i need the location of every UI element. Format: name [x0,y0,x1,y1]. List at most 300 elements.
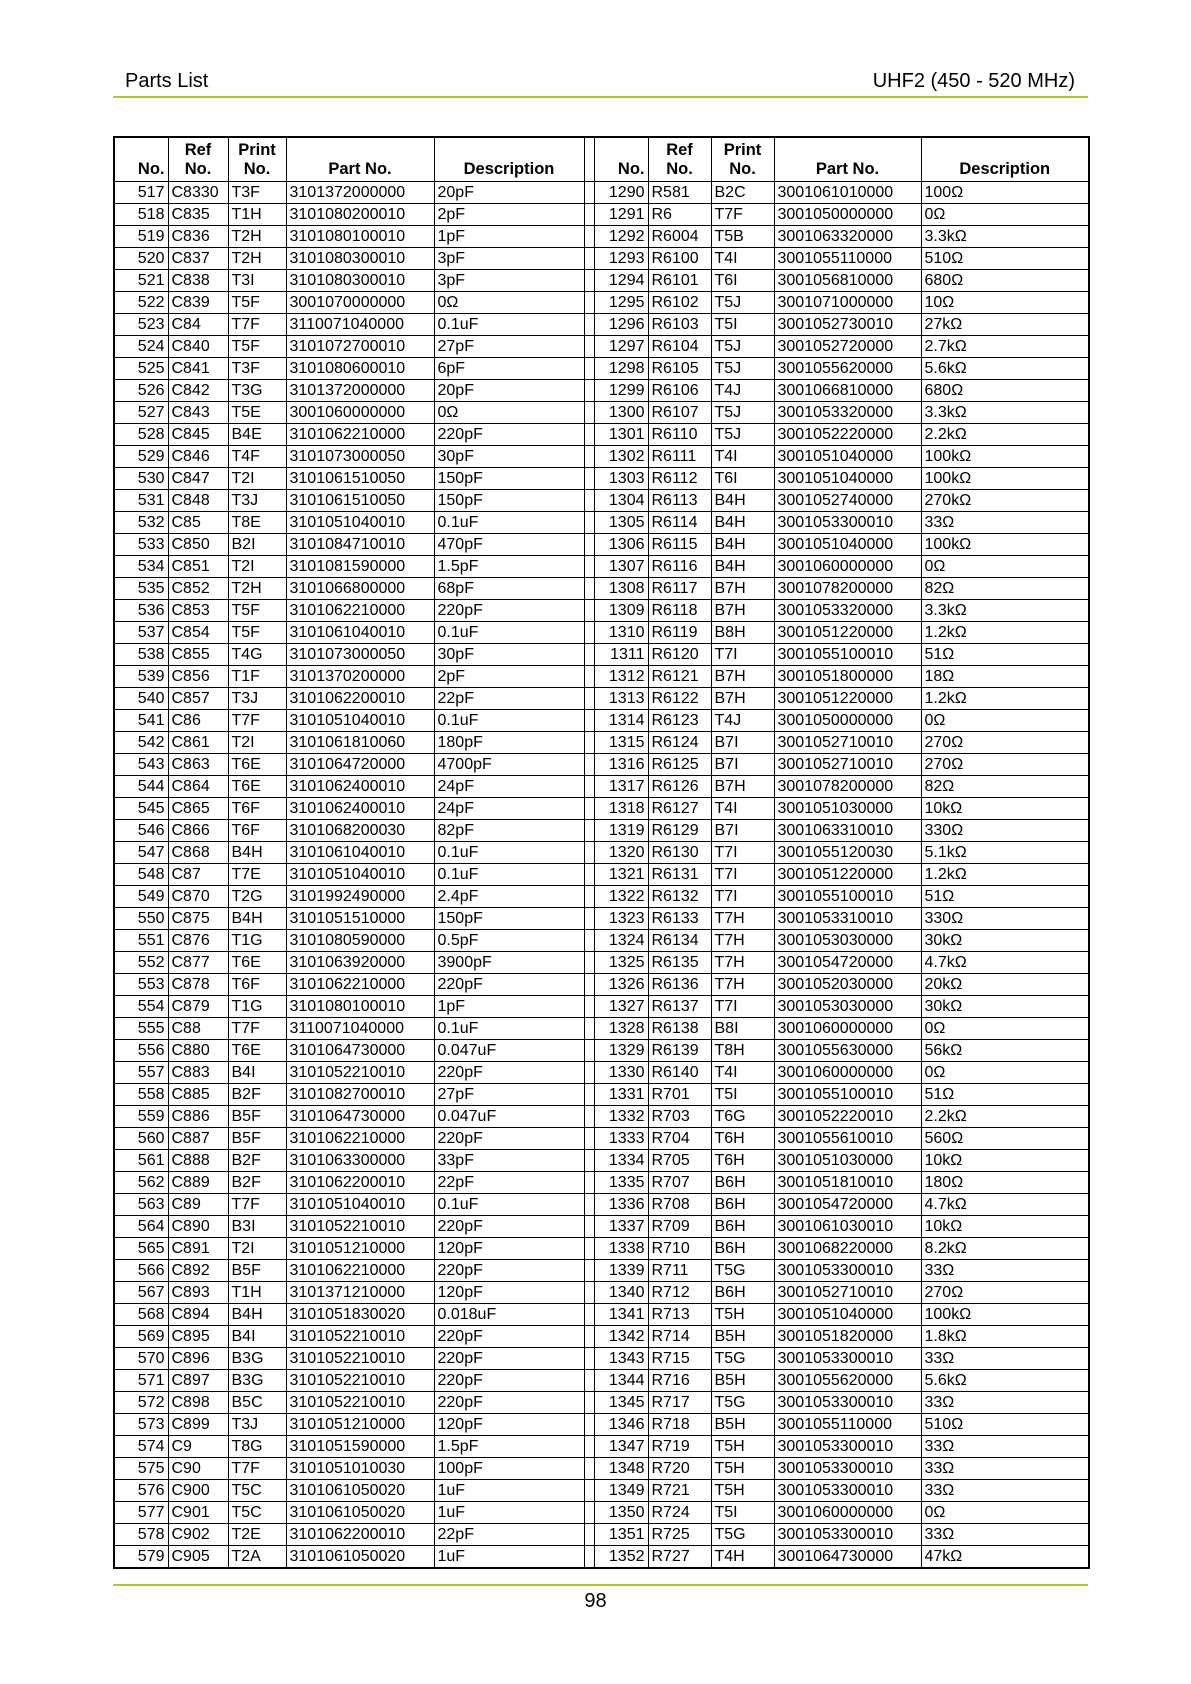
cell-ref-no: R6100 [648,247,711,269]
cell-no: 517 [114,181,168,203]
table-row [114,1259,1089,1281]
cell-description: 1.8kΩ [921,1325,1089,1347]
cell-print-no: T6E [228,753,286,775]
cell-print-no: B7H [711,775,774,797]
column-gap [584,1215,594,1237]
cell-ref-no: C898 [168,1391,228,1413]
cell-print-no: B4E [228,423,286,445]
cell-print-no: T5J [711,291,774,313]
cell-description: 24pF [434,775,584,797]
cell-no: 530 [114,467,168,489]
cell-no: 550 [114,907,168,929]
cell-part-no: 3001051220000 [774,621,921,643]
cell-ref-no: C887 [168,1127,228,1149]
cell-part-no: 3101080300010 [286,269,434,291]
cell-ref-no: C835 [168,203,228,225]
cell-description: 5.6kΩ [921,1369,1089,1391]
cell-description: 51Ω [921,643,1089,665]
cell-no: 560 [114,1127,168,1149]
cell-no: 562 [114,1171,168,1193]
cell-print-no: B5C [228,1391,286,1413]
cell-part-no: 3101051510000 [286,907,434,929]
cell-print-no: T3G [228,379,286,401]
cell-ref-no: R6139 [648,1039,711,1061]
cell-description: 5.1kΩ [921,841,1089,863]
cell-ref-no: C889 [168,1171,228,1193]
column-gap [584,797,594,819]
cell-ref-no: C84 [168,313,228,335]
cell-description: 20pF [434,181,584,203]
column-gap [584,1171,594,1193]
cell-ref-no: C854 [168,621,228,643]
cell-part-no: 3101066800000 [286,577,434,599]
cell-ref-no: C863 [168,753,228,775]
cell-ref-no: R6121 [648,665,711,687]
cell-print-no: T5C [228,1479,286,1501]
cell-no: 1324 [594,929,648,951]
cell-description: 220pF [434,1259,584,1281]
column-gap [584,247,594,269]
cell-ref-no: R6129 [648,819,711,841]
cell-print-no: B6H [711,1281,774,1303]
cell-print-no: T7F [711,203,774,225]
cell-no: 1326 [594,973,648,995]
cell-no: 1295 [594,291,648,313]
cell-no: 538 [114,643,168,665]
cell-print-no: T5B [711,225,774,247]
cell-print-no: B7H [711,665,774,687]
cell-print-no: T1F [228,665,286,687]
cell-ref-no: C852 [168,577,228,599]
cell-print-no: T7I [711,643,774,665]
column-gap [584,863,594,885]
cell-no: 1310 [594,621,648,643]
table-row [114,1391,1089,1413]
cell-part-no: 3101080200010 [286,203,434,225]
cell-description: 680Ω [921,379,1089,401]
cell-description: 30kΩ [921,929,1089,951]
cell-part-no: 3001051800000 [774,665,921,687]
cell-print-no: T6F [228,797,286,819]
table-row [114,885,1089,907]
cell-print-no: T5H [711,1457,774,1479]
cell-print-no: B8H [711,621,774,643]
cell-part-no: 3001051040000 [774,533,921,555]
column-gap [584,1303,594,1325]
cell-no: 546 [114,819,168,841]
cell-print-no: T1G [228,995,286,1017]
cell-no: 520 [114,247,168,269]
cell-print-no: T6E [228,775,286,797]
cell-print-no: T8G [228,1435,286,1457]
cell-no: 1298 [594,357,648,379]
cell-print-no: B5H [711,1369,774,1391]
table-row [114,1501,1089,1523]
cell-description: 330Ω [921,819,1089,841]
cell-ref-no: R715 [648,1347,711,1369]
cell-ref-no: C9 [168,1435,228,1457]
cell-part-no: 3001052720000 [774,335,921,357]
cell-part-no: 3001063310010 [774,819,921,841]
cell-description: 0.1uF [434,1017,584,1039]
cell-part-no: 3001060000000 [774,1501,921,1523]
cell-description: 22pF [434,1171,584,1193]
cell-no: 1309 [594,599,648,621]
cell-description: 68pF [434,577,584,599]
cell-no: 1311 [594,643,648,665]
cell-print-no: B7H [711,599,774,621]
cell-description: 33Ω [921,1259,1089,1281]
cell-no: 545 [114,797,168,819]
cell-description: 1uF [434,1479,584,1501]
cell-ref-no: R721 [648,1479,711,1501]
cell-ref-no: C87 [168,863,228,885]
cell-no: 1351 [594,1523,648,1545]
cell-print-no: T6G [711,1105,774,1127]
cell-no: 1340 [594,1281,648,1303]
table-row [114,797,1089,819]
cell-print-no: T5E [228,401,286,423]
cell-description: 4.7kΩ [921,1193,1089,1215]
cell-part-no: 3101082700010 [286,1083,434,1105]
cell-part-no: 3101064720000 [286,753,434,775]
cell-no: 1339 [594,1259,648,1281]
table-row [114,1347,1089,1369]
cell-part-no: 3101073000050 [286,445,434,467]
cell-part-no: 3001052030000 [774,973,921,995]
cell-description: 3pF [434,269,584,291]
cell-description: 100pF [434,1457,584,1479]
cell-description: 150pF [434,467,584,489]
cell-description: 120pF [434,1237,584,1259]
cell-part-no: 3001060000000 [774,555,921,577]
cell-description: 2.4pF [434,885,584,907]
cell-part-no: 3001071000000 [774,291,921,313]
table-row [114,291,1089,313]
cell-ref-no: R719 [648,1435,711,1457]
cell-print-no: B3I [228,1215,286,1237]
cell-no: 557 [114,1061,168,1083]
cell-ref-no: R718 [648,1413,711,1435]
cell-description: 4700pF [434,753,584,775]
cell-part-no: 3001053320000 [774,401,921,423]
cell-print-no: B7I [711,731,774,753]
cell-ref-no: R6105 [648,357,711,379]
col-ref: Ref No. [168,137,228,181]
cell-description: 30pF [434,643,584,665]
cell-part-no: 3101080100010 [286,225,434,247]
table-row [114,313,1089,335]
cell-description: 510Ω [921,1413,1089,1435]
column-gap [584,665,594,687]
cell-description: 100kΩ [921,445,1089,467]
cell-no: 1329 [594,1039,648,1061]
cell-print-no: T5G [711,1523,774,1545]
cell-part-no: 3001053300010 [774,1347,921,1369]
cell-part-no: 3001052740000 [774,489,921,511]
table-row [114,225,1089,247]
cell-ref-no: C888 [168,1149,228,1171]
cell-no: 536 [114,599,168,621]
cell-ref-no: R6136 [648,973,711,995]
cell-description: 6pF [434,357,584,379]
table-row [114,1193,1089,1215]
cell-ref-no: C843 [168,401,228,423]
cell-print-no: T5J [711,335,774,357]
cell-no: 1300 [594,401,648,423]
cell-print-no: T7F [228,709,286,731]
cell-part-no: 3001052220010 [774,1105,921,1127]
cell-part-no: 3001055110000 [774,247,921,269]
cell-part-no: 3101062200010 [286,1523,434,1545]
cell-print-no: T7F [228,1457,286,1479]
cell-ref-no: R6118 [648,599,711,621]
cell-no: 528 [114,423,168,445]
cell-no: 549 [114,885,168,907]
cell-no: 532 [114,511,168,533]
cell-description: 1.5pF [434,555,584,577]
cell-no: 518 [114,203,168,225]
cell-ref-no: C841 [168,357,228,379]
cell-part-no: 3001053320000 [774,599,921,621]
cell-no: 1313 [594,687,648,709]
cell-description: 270Ω [921,1281,1089,1303]
cell-part-no: 3101052210010 [286,1325,434,1347]
cell-description: 33Ω [921,1391,1089,1413]
cell-no: 574 [114,1435,168,1457]
cell-part-no: 3110071040000 [286,1017,434,1039]
cell-description: 4.7kΩ [921,951,1089,973]
cell-ref-no: C899 [168,1413,228,1435]
column-gap [584,775,594,797]
cell-part-no: 3101051040010 [286,709,434,731]
column-gap [584,467,594,489]
cell-part-no: 3101062210000 [286,423,434,445]
cell-part-no: 3101052210010 [286,1061,434,1083]
cell-print-no: T8E [228,511,286,533]
column-gap [584,445,594,467]
cell-no: 1327 [594,995,648,1017]
cell-no: 1343 [594,1347,648,1369]
cell-print-no: T5I [711,313,774,335]
cell-part-no: 3001051040000 [774,445,921,467]
cell-print-no: T6H [711,1149,774,1171]
cell-description: 30pF [434,445,584,467]
cell-ref-no: R6137 [648,995,711,1017]
cell-description: 10Ω [921,291,1089,313]
cell-description: 0.1uF [434,863,584,885]
cell-no: 561 [114,1149,168,1171]
cell-ref-no: C847 [168,467,228,489]
cell-part-no: 3001052220000 [774,423,921,445]
column-gap [584,269,594,291]
cell-part-no: 3001056810000 [774,269,921,291]
column-gap [584,819,594,841]
cell-description: 51Ω [921,1083,1089,1105]
cell-ref-no: C855 [168,643,228,665]
cell-print-no: T7H [711,929,774,951]
cell-ref-no: R717 [648,1391,711,1413]
cell-description: 33Ω [921,1435,1089,1457]
cell-part-no: 3101051830020 [286,1303,434,1325]
cell-print-no: B4H [711,511,774,533]
cell-no: 1322 [594,885,648,907]
cell-part-no: 3101371210000 [286,1281,434,1303]
cell-no: 525 [114,357,168,379]
col-print: Print No. [228,137,286,181]
cell-description: 10kΩ [921,797,1089,819]
cell-ref-no: C86 [168,709,228,731]
cell-description: 270Ω [921,731,1089,753]
cell-ref-no: C901 [168,1501,228,1523]
cell-description: 1uF [434,1501,584,1523]
cell-part-no: 3101372000000 [286,379,434,401]
cell-no: 552 [114,951,168,973]
cell-no: 1345 [594,1391,648,1413]
cell-description: 27kΩ [921,313,1089,335]
cell-no: 566 [114,1259,168,1281]
cell-no: 1333 [594,1127,648,1149]
table-row [114,489,1089,511]
cell-description: 27pF [434,1083,584,1105]
table-row [114,467,1089,489]
cell-part-no: 3001051030000 [774,797,921,819]
cell-print-no: B3G [228,1347,286,1369]
cell-description: 18Ω [921,665,1089,687]
cell-part-no: 3101052210010 [286,1215,434,1237]
cell-part-no: 3001055110000 [774,1413,921,1435]
table-row [114,753,1089,775]
cell-no: 559 [114,1105,168,1127]
cell-description: 2pF [434,665,584,687]
cell-part-no: 3101061510050 [286,467,434,489]
cell-ref-no: C89 [168,1193,228,1215]
cell-ref-no: R6111 [648,445,711,467]
cell-part-no: 3101061050020 [286,1479,434,1501]
cell-ref-no: R6101 [648,269,711,291]
cell-print-no: B4H [711,555,774,577]
cell-ref-no: R6113 [648,489,711,511]
column-gap [584,1237,594,1259]
column-gap [584,401,594,423]
cell-print-no: T4H [711,1545,774,1568]
cell-no: 1312 [594,665,648,687]
cell-part-no: 3001054720000 [774,1193,921,1215]
cell-print-no: T5F [228,335,286,357]
cell-ref-no: C890 [168,1215,228,1237]
cell-description: 56kΩ [921,1039,1089,1061]
cell-no: 1290 [594,181,648,203]
cell-ref-no: R704 [648,1127,711,1149]
cell-ref-no: R581 [648,181,711,203]
cell-print-no: B4H [711,533,774,555]
cell-print-no: T6I [711,269,774,291]
cell-part-no: 3101084710010 [286,533,434,555]
cell-print-no: T2H [228,577,286,599]
cell-part-no: 3001055120030 [774,841,921,863]
cell-description: 1pF [434,995,584,1017]
cell-ref-no: C838 [168,269,228,291]
cell-no: 542 [114,731,168,753]
cell-no: 1292 [594,225,648,247]
cell-part-no: 3001078200000 [774,775,921,797]
cell-no: 1307 [594,555,648,577]
cell-print-no: B4H [711,489,774,511]
cell-part-no: 3110071040000 [286,313,434,335]
cell-ref-no: R6138 [648,1017,711,1039]
col-part-no: Part No. [774,137,921,181]
cell-print-no: B6H [711,1193,774,1215]
cell-print-no: T7H [711,907,774,929]
column-gap [584,1457,594,1479]
cell-print-no: B8I [711,1017,774,1039]
column-gap [584,225,594,247]
cell-part-no: 3001055610010 [774,1127,921,1149]
cell-print-no: T2H [228,225,286,247]
cell-print-no: T5H [711,1303,774,1325]
cell-print-no: B4H [228,1303,286,1325]
cell-no: 1332 [594,1105,648,1127]
footer-divider [113,1584,1088,1586]
cell-print-no: T5J [711,357,774,379]
cell-no: 539 [114,665,168,687]
cell-print-no: B4H [228,907,286,929]
cell-ref-no: C902 [168,1523,228,1545]
column-gap [584,995,594,1017]
table-row [114,181,1089,203]
cell-no: 554 [114,995,168,1017]
cell-no: 576 [114,1479,168,1501]
cell-description: 120pF [434,1413,584,1435]
cell-part-no: 3001053300010 [774,511,921,533]
cell-no: 519 [114,225,168,247]
cell-ref-no: R6102 [648,291,711,313]
cell-part-no: 3001055630000 [774,1039,921,1061]
cell-print-no: T6E [228,951,286,973]
cell-print-no: T8H [711,1039,774,1061]
column-gap [584,203,594,225]
cell-part-no: 3001051810010 [774,1171,921,1193]
cell-part-no: 3001060000000 [286,401,434,423]
cell-part-no: 3001053030000 [774,929,921,951]
cell-ref-no: R6110 [648,423,711,445]
cell-description: 0.1uF [434,1193,584,1215]
cell-description: 0Ω [434,401,584,423]
table-row [114,1413,1089,1435]
cell-no: 551 [114,929,168,951]
cell-ref-no: R6132 [648,885,711,907]
cell-description: 82Ω [921,775,1089,797]
cell-no: 1342 [594,1325,648,1347]
table-row [114,1215,1089,1237]
cell-part-no: 3001055620000 [774,357,921,379]
cell-description: 220pF [434,1391,584,1413]
header-title: Parts List [125,70,209,92]
cell-ref-no: R6112 [648,467,711,489]
cell-description: 100Ω [921,181,1089,203]
cell-no: 547 [114,841,168,863]
cell-no: 1328 [594,1017,648,1039]
column-gap [584,489,594,511]
table-row [114,1457,1089,1479]
table-row [114,1149,1089,1171]
table-row [114,819,1089,841]
page-number: 98 [584,1590,607,1612]
table-row [114,1171,1089,1193]
column-gap [584,1501,594,1523]
cell-description: 1.5pF [434,1435,584,1457]
cell-part-no: 3001053030000 [774,995,921,1017]
